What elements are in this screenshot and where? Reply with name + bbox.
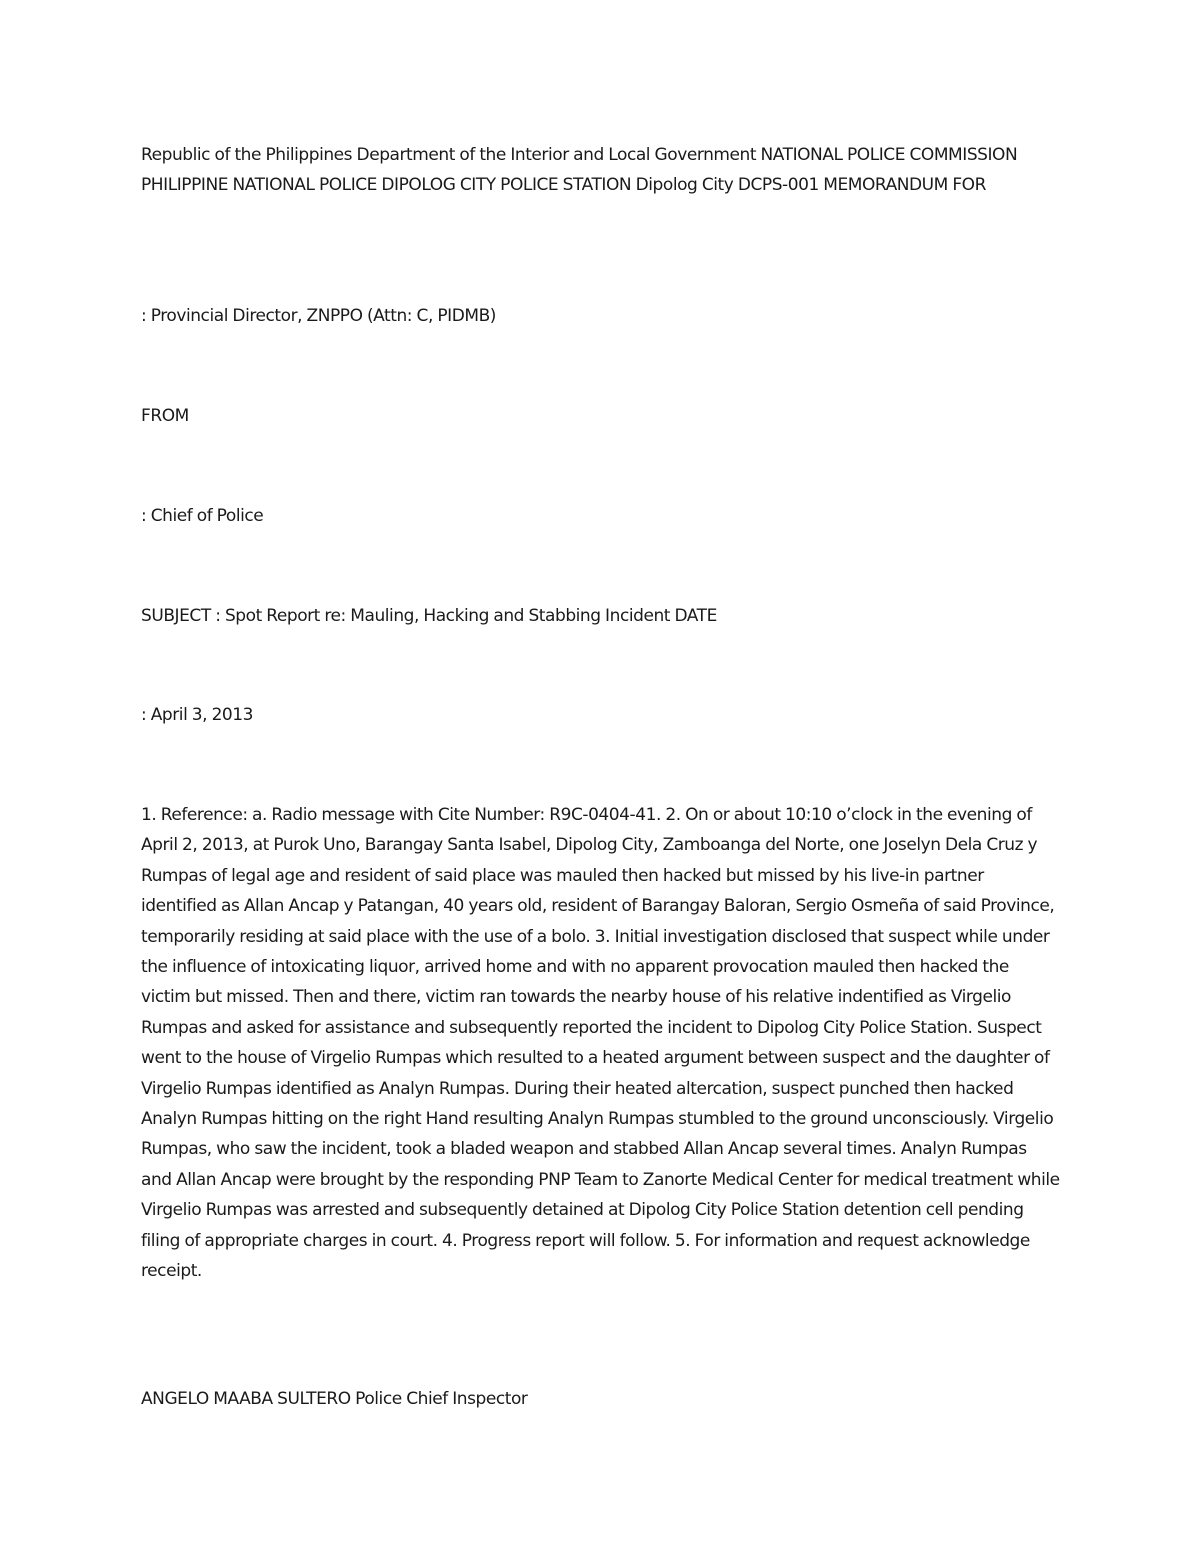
date-line: : April 3, 2013 [141,705,254,725]
memo-header: Republic of the Philippines Department of the Interior and Local Government NATIONAL POLICE COMMISSION PHILIPPINE NATIONAL POLICE DIPOLOG CITY POLICE STATION Dipolog City DCPS-001 MEMORANDUM FOR [141,145,1018,196]
memo-body: 1. Reference: a. Radio message with Cite Number: R9C-0404-41. 2. On or about 10:10 o’clock in the evening of April 2, 2013, at Purok Uno, Barangay Santa Isabel, Dipolog City, Zamboanga del Norte, one Joselyn Dela Cruz y Rumpas of legal age and resident of said place was mauled then hacked but missed by his live-in partner identified as Allan Ancap y Patangan, 40 years old, resident of Barangay Baloran, Sergio Osmeña of said Province, temporarily residing at said place with the use of a bolo. 3. Initial investigation disclosed that suspect while under the influence of intoxicating liquor, arrived home and with no apparent provocation mauled then hacked the victim but missed. Then and there, victim ran towards the nearby house of his relative indentified as Virgelio Rumpas and asked for assistance and subsequently reported the incident to Dipolog City Police Station. Suspect went to the house of Virgelio Rumpas which resulted to a heated argument between suspect and the daughter of Virgelio Rumpas identified as Analyn Rumpas. During their heated altercation, suspect punched then hacked Analyn Rumpas hitting on the right Hand resulting Analyn Rumpas stumbled to the ground unconsciously. Virgelio Rumpas, who saw the incident, took a bladed weapon and stabbed Allan Ancap several times. Analyn Rumpas and Allan Ancap were brought by the responding PNP Team to Zanorte Medical Center for medical treatment while Virgelio Rumpas was arrested and subsequently detained at Dipolog City Police Station detention cell pending filing of appropriate charges in court. 4. Progress report will follow. 5. For information and request acknowledge receipt. [141,805,1060,1282]
to-line: : Provincial Director, ZNPPO (Attn: C, PIDMB) [141,306,496,326]
subject-line: SUBJECT : Spot Report re: Mauling, Hacking and Stabbing Incident DATE [141,606,717,626]
from-label: FROM [141,406,189,426]
signature-block: ANGELO MAABA SULTERO Police Chief Inspector [141,1389,528,1409]
from-line: : Chief of Police [141,506,264,526]
